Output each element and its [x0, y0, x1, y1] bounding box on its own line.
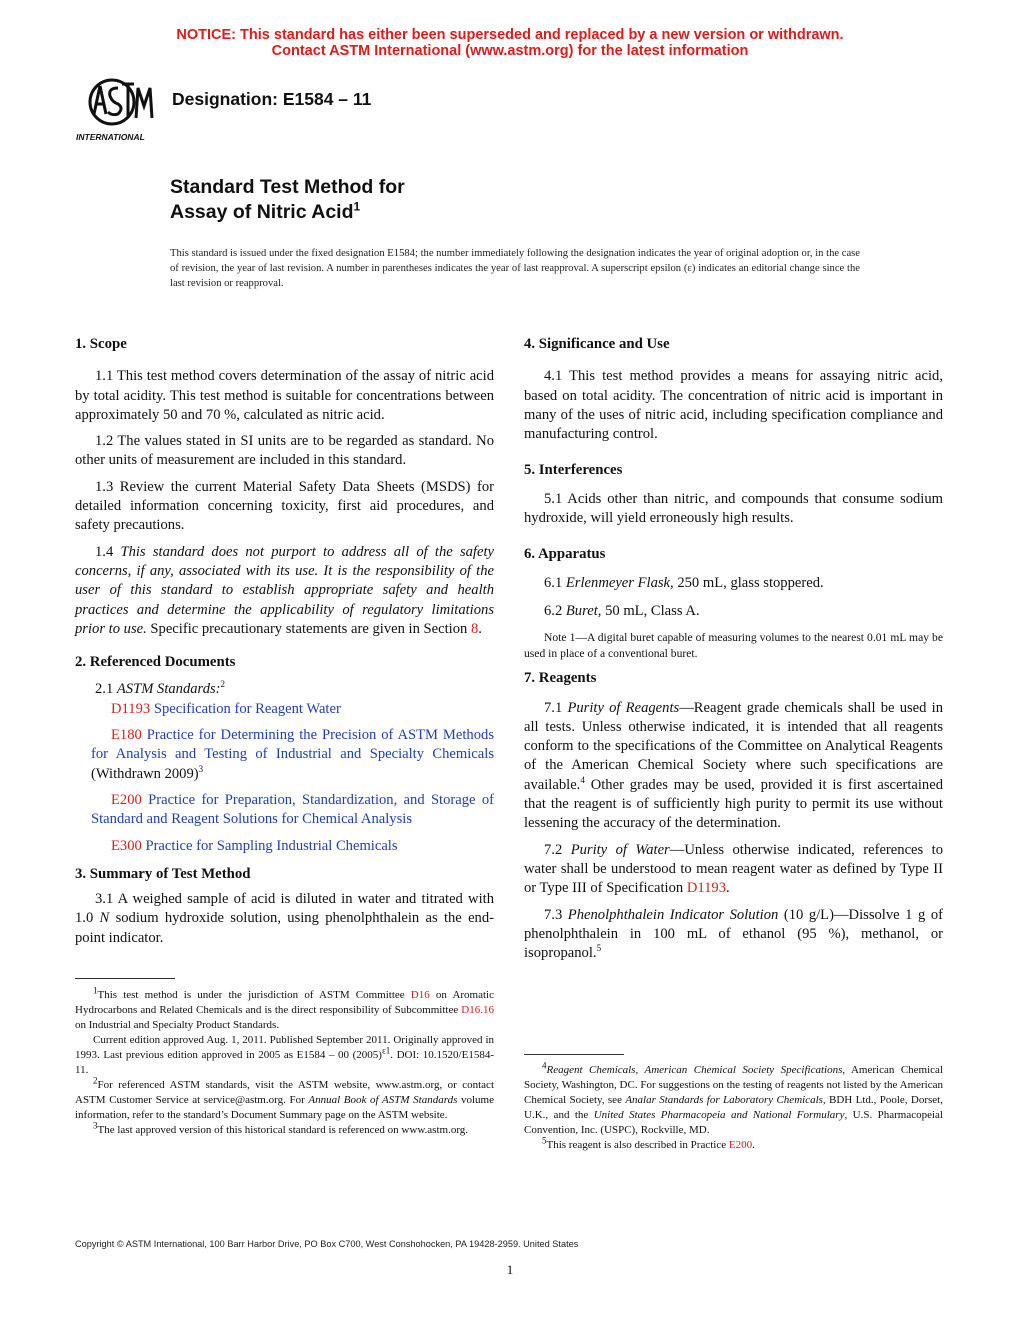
ref-sup: 3: [198, 763, 204, 774]
para-7-1-num: 7.1: [544, 699, 568, 716]
d1193-link[interactable]: D1193: [686, 880, 727, 897]
fn3-text: The last approved version of this historical standard is referenced on www.astm.org.: [97, 1124, 469, 1136]
para-7-2-italic: Purity of Water: [570, 841, 670, 858]
ref-title[interactable]: Practice for Preparation, Standardization, and Storage of Standard and Reagent Solutions for Chemical Analysis: [91, 791, 494, 828]
fn5-a: This reagent is also described in Practice: [546, 1139, 729, 1151]
fn5-link-e200[interactable]: E200: [728, 1139, 753, 1151]
footnotes-right: [524, 1060, 943, 1153]
fn5-end: .: [752, 1139, 755, 1151]
para-3-1-b: sodium hydroxide solution, using phenolphthalein as the end-point indicator.: [75, 910, 495, 946]
right-column: [524, 335, 943, 970]
designation: Designation: E1584 – 11: [172, 89, 372, 109]
para-6-2-num: 6.2: [544, 602, 566, 619]
para-7-3-sup: 5: [596, 943, 602, 954]
section-7-heading: 7. Reagents: [524, 670, 597, 687]
page-number: 1: [506, 1262, 514, 1277]
astm-logo: [72, 72, 164, 144]
section-3-heading: 3. Summary of Test Method: [75, 865, 251, 882]
para-6-1: [524, 574, 943, 593]
left-column: [75, 335, 494, 955]
fn2-sup: 2: [93, 1075, 98, 1086]
title-sup: 1: [353, 199, 361, 214]
para-6-1-italic: Erlenmeyer Flask,: [565, 574, 674, 591]
copyright: Copyright © ASTM International, 100 Barr Harbor Drive, PO Box C700, West Conshohocken, PA 19428-2959. United States: [75, 1239, 579, 1249]
para-7-1-a: —Reagent grade chemicals shall be used in all tests. Unless otherwise indicated, it is intended that all reagents conform to the specifications of the Committee on Analytical Reagents of the American Chemical Society where such specifications are available.: [524, 699, 944, 793]
title-line-2: Assay of Nitric Acid: [170, 201, 354, 223]
para-2-1: [75, 680, 494, 699]
ref-extra: (Withdrawn 2009): [91, 765, 199, 782]
para-7-2-num: 7.2: [544, 841, 571, 858]
para-3-1: [75, 890, 494, 948]
fn1-link-d1616[interactable]: D16.16: [461, 1004, 494, 1016]
ref-e180[interactable]: [75, 726, 494, 784]
title-line-1: Standard Test Method for: [170, 176, 405, 198]
para-7-1-italic: Purity of Reagents: [567, 699, 680, 716]
section-4-heading: 4. Significance and Use: [524, 336, 670, 352]
fn4-italic-1: Reagent Chemicals, American Chemical Society Specifications: [546, 1064, 843, 1076]
para-6-1-num: 6.1: [544, 574, 566, 591]
section-5-heading: 5. Interferences: [524, 462, 623, 479]
para-1-4-end: .: [478, 620, 482, 637]
footnote-5: [524, 1135, 943, 1153]
section-8-link[interactable]: 8: [470, 620, 479, 637]
ref-e200[interactable]: [75, 791, 494, 830]
para-1-4: [75, 543, 494, 639]
fn4-sup: 4: [542, 1060, 547, 1071]
fn2-italic: Annual Book of ASTM Standards: [308, 1094, 458, 1106]
footnotes-left: [75, 985, 494, 1138]
fn1-sup: 1: [93, 985, 98, 996]
logo-text: INTERNATIONAL: [76, 132, 145, 142]
fn1-p2: Current edition approved Aug. 1, 2011. Published September 2011. Originally approved in 1993. Last previous edition approved in 2005 as E1584 – 00 (2005): [75, 1034, 494, 1061]
para-1-1: 1.1 This test method covers determination of the assay of nitric acid by total acidity. This test method is suitable for concentrations between approximately 50 and 70 %, calculated as nitric acid.: [75, 368, 494, 423]
fn1-link-d16[interactable]: D16: [410, 989, 430, 1001]
footnote-3: [75, 1120, 494, 1138]
footnote-rule-right: [524, 1054, 624, 1055]
para-7-3: [524, 906, 943, 964]
fn1-p2-end: . DOI: 10.1520/E1584-11.: [75, 1049, 494, 1076]
fn1-p2-sup: ε1: [381, 1045, 391, 1056]
ref-code[interactable]: D1193: [111, 700, 151, 717]
section-1-heading: 1. Scope: [75, 336, 127, 352]
fn4-italic-2: Analar Standards for Laboratory Chemicals: [625, 1094, 823, 1106]
para-2-1-sup: 2: [220, 679, 226, 690]
footnote-4: [524, 1060, 943, 1138]
para-2-1-italic: ASTM Standards:: [116, 681, 221, 698]
para-3-1-a: 3.1 A weighed sample of acid is diluted in water and titrated with 1.0: [75, 891, 494, 927]
para-7-2-end: .: [726, 880, 730, 897]
ref-title[interactable]: Specification for Reagent Water: [150, 700, 341, 717]
ref-title[interactable]: Practice for Sampling Industrial Chemicals: [141, 837, 398, 854]
fn4-b: , BDH Ltd., Poole, Dorset, U.K., and the: [524, 1094, 943, 1121]
ref-code[interactable]: E300: [111, 837, 142, 854]
footnote-1-edition: [75, 1033, 494, 1078]
para-7-3-italic: Phenolphthalein Indicator Solution: [567, 906, 779, 923]
fn1-b: on Aromatic Hydrocarbons and Related Chemicals and is the direct responsibility of Subcommittee: [75, 989, 494, 1016]
fn1-a: This test method is under the jurisdiction of ASTM Committee: [97, 989, 411, 1001]
ref-title[interactable]: Practice for Determining the Precision of ASTM Methods for Analysis and Testing of Industrial and Specialty Chemicals: [91, 727, 494, 763]
para-6-1-tail: 250 mL, glass stoppered.: [673, 574, 824, 591]
notice-line-2: Contact ASTM International (www.astm.org) for the latest information: [271, 43, 749, 59]
para-6-2-tail: 50 mL, Class A.: [601, 602, 700, 619]
para-7-2-a: —Unless otherwise indicated, references to water shall be understood to mean reagent water as defined by Type II or Type III of Specification: [524, 841, 943, 897]
para-4-1: 4.1 This test method provides a means for assaying nitric acid, based on total acidity. The concentration of nitric acid is important in many of the uses of nitric acid, including specification compliance and manufacturing control.: [524, 368, 943, 443]
para-1-4-num: 1.4: [95, 543, 121, 560]
para-1-3: 1.3 Review the current Material Safety Data Sheets (MSDS) for detailed information concerning toxicity, first aid procedures, and safety precautions.: [75, 478, 494, 534]
para-7-1: [524, 699, 943, 834]
notice-line-1: NOTICE: This standard has either been superseded and replaced by a new version or withdrawn.: [176, 27, 844, 43]
section-2-heading: 2. Referenced Documents: [75, 654, 236, 671]
para-1-4-italic: This standard does not purport to address all of the safety concerns, if any, associated with its use. It is the responsibility of the user of this standard to establish appropriate safety and health practices and determine the applicability of regulatory limitations prior to use.: [75, 543, 494, 637]
fn4-a: , American Chemical Society, Washington, DC. For suggestions on the testing of reagents not listed by the American Chemical Society, see: [524, 1064, 943, 1106]
footnote-2: [75, 1075, 494, 1123]
para-7-3-a: (10 g/L)—Dissolve 1 g of phenolphthalein in 100 mL of ethanol (95 %), methanol, or isopropanol.: [524, 906, 943, 962]
fn2-b: volume information, refer to the standard’s Document Summary page on the ASTM website.: [75, 1094, 494, 1121]
fn5-sup: 5: [542, 1135, 547, 1146]
para-7-3-num: 7.3: [544, 906, 568, 923]
footnote-1: [75, 985, 494, 1033]
section-6-heading: 6. Apparatus: [524, 546, 606, 563]
para-7-1-sup: 4: [580, 774, 585, 785]
para-5-1: 5.1 Acids other than nitric, and compounds that consume sodium hydroxide, will yield erroneously high results.: [524, 490, 943, 527]
note-1: Note 1—A digital buret capable of measuring volumes to the nearest 0.01 mL may be used in place of a conventional buret.: [524, 631, 943, 661]
para-6-2: [524, 602, 943, 621]
para-6-2-italic: Buret,: [565, 602, 602, 619]
fn1-c: on Industrial and Specialty Product Standards.: [75, 1019, 280, 1031]
fn4-italic-3: United States Pharmacopeia and National Formulary: [593, 1109, 845, 1121]
para-2-1-num: 2.1: [95, 681, 117, 698]
ref-d1193[interactable]: [75, 700, 494, 719]
para-3-1-n: N: [99, 910, 110, 927]
para-1-2: 1.2 The values stated in SI units are to be regarded as standard. No other units of measurement are included in this standard.: [75, 433, 494, 469]
para-7-1-b: Other grades may be used, provided it is first ascertained that the reagent is of sufficiently high purity to permit its use without lessening the accuracy of the determination.: [524, 776, 943, 832]
footnote-rule-left: [75, 978, 175, 979]
ref-e300[interactable]: [75, 837, 494, 856]
document-title: [170, 175, 405, 225]
ref-code[interactable]: E180: [111, 727, 142, 744]
fn4-c: , U.S. Pharmacopeial Convention, Inc. (USPC), Rockville, MD.: [524, 1109, 943, 1136]
para-7-2: [524, 841, 943, 899]
para-1-4-tail: Specific precautionary statements are given in Section: [146, 620, 471, 637]
intro-paragraph: This standard is issued under the fixed designation E1584; the number immediately following the designation indicates the year of original adoption or, in the case of revision, the year of last revision. A number in parentheses indicates the year of last reapproval. A superscript epsilon (ε) indicates an editorial change since the last revision or reapproval.: [170, 248, 860, 289]
ref-code[interactable]: E200: [111, 791, 142, 808]
fn2-a: For referenced ASTM standards, visit the ASTM website, www.astm.org, or contact ASTM Customer Service at service@astm.org. For: [75, 1079, 494, 1106]
fn3-sup: 3: [93, 1120, 98, 1131]
